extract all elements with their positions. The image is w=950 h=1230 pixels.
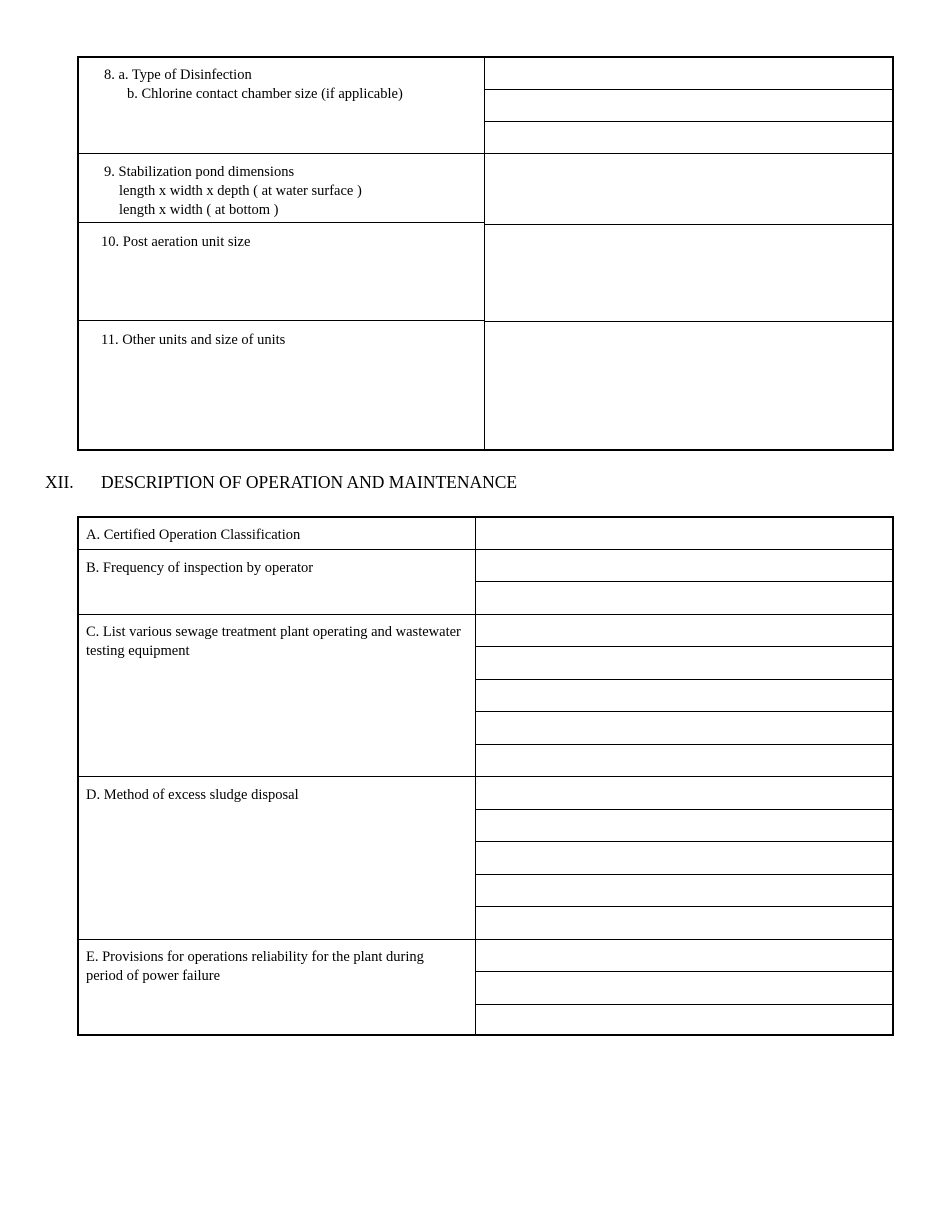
units-row-divider [78,320,485,321]
rowE-power-failure-label: E. Provisions for operations reliability for the plant during period of power failure [86,949,424,984]
units-row-divider [78,153,485,154]
operations-row-divider [78,549,476,550]
power-failure-field[interactable] [477,940,892,970]
operations-row-divider [78,614,476,615]
certified-operation-field[interactable] [477,518,892,548]
equipment-field-4[interactable] [477,712,892,743]
power-failure-field-2[interactable] [477,972,892,1003]
inspection-frequency-field[interactable] [477,550,892,580]
sludge-disposal-field[interactable] [477,777,892,808]
row9-bottom-dimensions-label: length x width ( at bottom ) [119,202,279,218]
disinfection-type-field[interactable] [486,58,892,88]
inspection-frequency-field-2[interactable] [477,582,892,613]
equipment-field[interactable] [477,615,892,645]
rowD-sludge-disposal-label: D. Method of excess sludge disposal [86,787,299,803]
section-number: XII. [45,472,74,492]
row8-type-of-disinfection-label: 8. a. Type of Disinfection [104,67,252,83]
units-table-divider [484,57,485,450]
row9-pond-dimensions-label: 9. Stabilization pond dimensions [104,164,295,180]
equipment-field-5[interactable] [477,745,892,775]
power-failure-field-3[interactable] [477,1005,892,1034]
section-title: DESCRIPTION OF OPERATION AND MAINTENANCE [101,472,518,492]
sludge-disposal-field-2[interactable] [477,810,892,840]
pond-dimensions-field[interactable] [486,154,892,223]
operations-row-divider [78,776,476,777]
rowA-certified-operation-label: A. Certified Operation Classification [86,527,301,543]
row11-other-units-label: 11. Other units and size of units [101,332,286,348]
row9-surface-dimensions-label: length x width x depth ( at water surface ) [119,183,362,199]
rowC-equipment-label: C. List various sewage treatment plant operating and wastewater testing equipment [86,624,461,659]
operations-row-divider [78,939,476,940]
other-units-field[interactable] [486,322,892,449]
equipment-field-3[interactable] [477,680,892,710]
row10-post-aeration-label: 10. Post aeration unit size [101,234,251,250]
post-aeration-size-field[interactable] [486,225,892,320]
sludge-disposal-field-3[interactable] [477,842,892,873]
equipment-field-2[interactable] [477,647,892,678]
sludge-disposal-field-4[interactable] [477,875,892,905]
sludge-disposal-field-5[interactable] [477,907,892,938]
chlorine-chamber-size-field[interactable] [486,90,892,120]
chlorine-chamber-size-field-2[interactable] [486,122,892,152]
rowB-inspection-frequency-label: B. Frequency of inspection by operator [86,560,314,576]
units-row-divider [78,222,485,223]
row8-chlorine-chamber-label: b. Chlorine contact chamber size (if applicable) [127,86,403,102]
